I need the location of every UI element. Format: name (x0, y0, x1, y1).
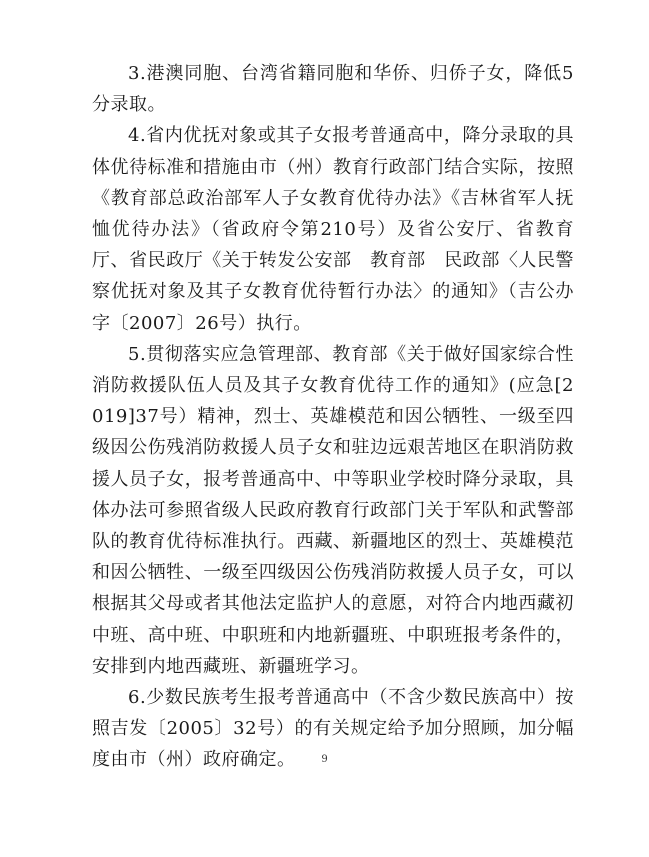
document-body (92, 58, 574, 776)
page-number: 9 (321, 754, 328, 765)
paragraph-item-5: 5.贯彻落实应急管理部、教育部《关于做好国家综合性消防救援队伍人员及其子女教育优待工作的通知》(应急[2019]37号）精神，烈士、英雄模范和因公牺牲、一级至四级因公伤残消防救援人员子女和驻边远艰苦地区在职消防救援人员子女，报考普通高中、中等职业学校时降分录取，具体办法可参照省级人民政府教育行政部门关于军队和武警部队的教育优待标准执行。西藏、新疆地区的烈士、英雄模范和因公牺牲、一级至四级因公伤残消防救援人员子女，可以根据其父母或者其他法定监护人的意愿，对符合内地西藏初中班、高中班、中职班和内地新疆班、中职班报考条件的，安排到内地西藏班、新疆班学习。 (92, 343, 574, 677)
paragraph-item-6: 6.少数民族考生报考普通高中（不含少数民族高中）按照吉发〔2005〕32号）的有关规定给予加分照顾，加分幅度由市（州）政府确定。 (92, 687, 574, 771)
paragraph-item-3: 3.港澳同胞、台湾省籍同胞和华侨、归侨子女，降低5分录取。 (92, 63, 574, 116)
paragraph-item-4: 4.省内优抚对象或其子女报考普通高中，降分录取的具体优待标准和措施由市（州）教育行政部门结合实际，按照《教育部总政治部军人子女教育优待办法》《吉林省军人抚恤优待办法》（省政府令第210号）及省公安厅、省教育厅、省民政厅《关于转发公安部 教育部 民政部〈人民警察优抚对象及其子女教育优待暂行办法〉的通知》（吉公办字〔2007〕26号）执行。 (92, 125, 574, 334)
